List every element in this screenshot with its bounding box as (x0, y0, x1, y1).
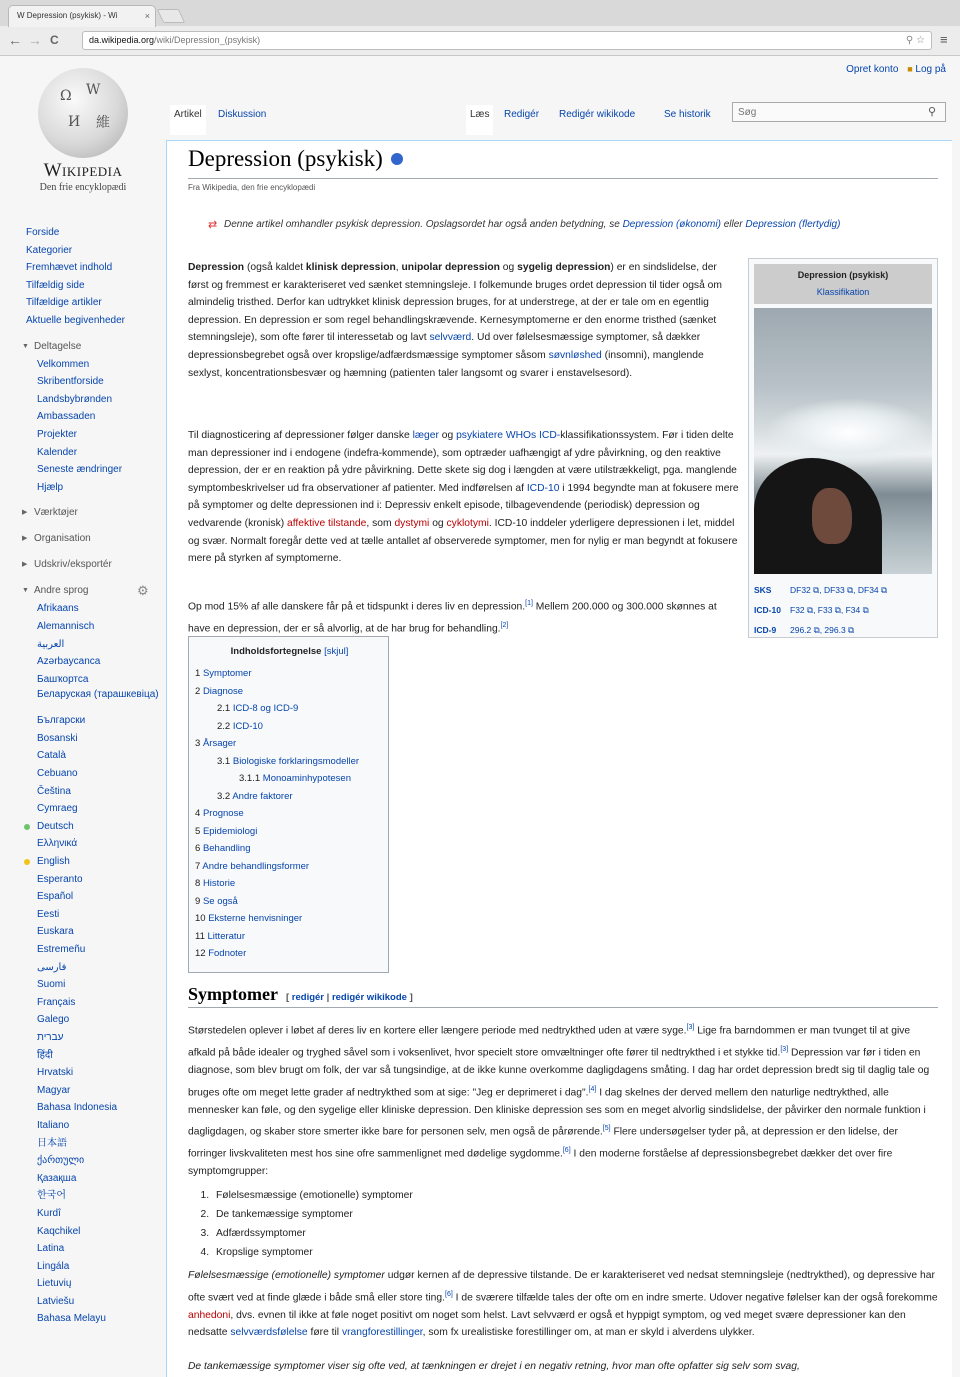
menu-icon[interactable]: ≡ (940, 32, 948, 47)
toc-item[interactable] (195, 928, 384, 946)
toc-list (195, 665, 384, 963)
infobox-image[interactable] (754, 308, 932, 574)
toc-label: Biologiske forklaringsmodeller (232, 755, 360, 767)
bookmark-star-icon[interactable]: ⚲ ☆ (905, 35, 925, 46)
toc-number: 3.1 (217, 755, 231, 767)
language-link[interactable]: Català (37, 750, 66, 762)
tab-title: W Depression (psykisk) - Wi (17, 11, 118, 20)
prevalence-paragraph: Op mod 15% af alle danskere får på et tidspunkt i deres liv en depression.[1] Mellem 200.000 og 300.000 skønnes at have en depression, der er så alvorlig, at de har brug for behandling.[2] (188, 600, 717, 635)
sidebar (0, 224, 166, 1328)
wiki-link[interactable]: selvværdsfølelse (230, 1327, 308, 1339)
url-path: /wiki/Depression_(psykisk) (154, 35, 261, 45)
red-link[interactable]: cyklotymi (446, 517, 489, 529)
toc-number: 11 (195, 930, 205, 942)
disambig-icon: ⇄ (208, 219, 218, 231)
wiki-link[interactable]: ICD-10 (526, 482, 560, 494)
language-link[interactable]: Cebuano (37, 768, 78, 780)
toc-number: 3.1.1 (239, 773, 261, 784)
language-link[interactable]: العربية (37, 638, 65, 650)
language-link[interactable]: Қазақша (37, 1172, 77, 1184)
toc-label: Årsager (202, 738, 237, 749)
url-host: da.wikipedia.org (89, 35, 155, 45)
sidebar-item[interactable]: Projekter (37, 428, 78, 440)
search-icon[interactable]: ⚲ (928, 106, 937, 118)
infobox-value[interactable]: F32 ⧉, F33 ⧉, F34 ⧉ (790, 605, 869, 615)
toc-item[interactable] (195, 945, 384, 963)
language-link[interactable]: Башҡортса (37, 673, 89, 685)
toc-item[interactable] (195, 718, 384, 736)
language-link[interactable]: Lingála (37, 1260, 70, 1272)
tagline: Den frie encyklopædi (39, 182, 127, 193)
sidebar-item[interactable]: Skribentforside (37, 376, 104, 388)
toc-label: Diagnose (202, 685, 244, 697)
toc-number: 5 (195, 825, 201, 837)
diagnosis-paragraph: Til diagnosticering af depressioner følger danske læger og psykiatere WHOs ICD-klassifikationssystem. Før i tiden delte man depressioner ind i endogene (indefra-kommende), som optræder uafhængigt af ydre påvirkning, og den reaktive depression, der er en reaktion på ydre påvirkning. Dette skete sig dog i længden at være utilstrækkeligt, pga. manglende symptombeskrivelser ud fra observationer af patienter. Med indførelsen af ICD-10 i 1994 begyndte man at fokusere mere på symptomer og delte depressionen ind i: Depressiv enkelt episode, tilbagevendende (periodisk) depression og vedvarende (kronisk) affektive tilstande, som dystymi og cyklotymi. ICD-10 inddeler yderligere depressionen i let, middel og svær. Normalt foregår dette ved at tælle antallet af observerede symptomer, men for nylig er man begyndt at fokusere mere på styrken af symptomerne. (188, 430, 739, 565)
infobox-row (754, 620, 932, 640)
language-link[interactable]: Bosanski (37, 732, 78, 744)
reference-link[interactable]: [3] (686, 1024, 695, 1031)
reference-link[interactable]: [1] (525, 600, 533, 607)
wiki-link[interactable]: læger (412, 430, 439, 441)
toc-label: Se også (202, 895, 238, 907)
login-link[interactable]: Log på (915, 64, 946, 75)
section-edit-links: [ redigér | redigér wikikode ] (285, 992, 413, 1003)
page-title: Depression (psykisk) (188, 146, 403, 172)
portal-tools[interactable]: ▶ Værktøjer (0, 504, 166, 522)
toc-number: 9 (195, 895, 201, 907)
toc-number: 2.2 (217, 720, 231, 732)
wikipedia-logo[interactable] (22, 68, 144, 193)
sidebar-item[interactable]: Fremhævet indhold (26, 262, 113, 274)
symptoms-paragraph: Størstedelen oplever i løbet af deres liv en kortere eller længere periode med nedtrykthed uden at være syge.[3] Lige fra barndommen er man tvunget til at give afkald på både idealer og tryghed såvel som i voksenlivet, hvor specielt store omvæltninger ofte fører til nedtrykthed i et stykke tid.[3] Depression var før i tiden en diagnose, som blev brugt om folk, der var så tungsindige, at de ikke kunne overkomme dagligdagens småting. I dag har ordet depression bredt sig til daglig tale og bruges ofte om meget lette grader af nedtrykthed som at sige: "Jeg er deprimeret i dag".[4] I dag skelnes der derved mellem den naturlige nedtrykthed, alle mennesker kan føle, og den sygelige eller kliniske depression. Den kliniske depression ses som en meget alvorlig sindslidelse, der påvirker den normale funktion i dagligdagen, og skaber store smerter ikke bare for personen selv, men også de pårørende.[5] Flere undersøgelser tyder på, at depression er den lidelse, der forringer livskvaliteten mest hos sine ofre sammenlignet med dødelige sygdomme.[6] I den moderne forståelse af depressionsbegrebet dækker det over fire symptomgrupper: (188, 1024, 930, 1178)
language-link[interactable]: Čeština (37, 785, 71, 797)
language-link[interactable]: Suomi (37, 979, 66, 991)
infobox (748, 258, 938, 638)
language-row (0, 853, 166, 871)
list-item: 2. De tankemæssige symptomer (212, 1205, 413, 1224)
forward-arrow-icon[interactable]: → (28, 32, 42, 48)
tab-strip (0, 0, 960, 26)
sidebar-item[interactable]: Kategorier (26, 244, 73, 256)
browser-chrome (0, 0, 960, 56)
language-link[interactable]: Eesti (37, 908, 60, 920)
toc-item[interactable] (195, 735, 384, 753)
language-link[interactable]: 日本語 (37, 1137, 67, 1149)
toc-number: 12 (195, 948, 206, 959)
sidebar-item[interactable]: Seneste ændringer (37, 464, 123, 476)
search-input[interactable] (732, 102, 946, 122)
symptom-list (212, 1186, 413, 1262)
toc-item[interactable] (195, 858, 384, 876)
sidebar-item[interactable]: Ambassaden (37, 411, 96, 423)
wiki-link[interactable]: selvværd (429, 332, 472, 344)
hatnote-link[interactable]: Depression (økonomi) (622, 219, 721, 230)
infobox-rows (754, 580, 932, 640)
tab-edit-wikicode[interactable]: Redigér wikikode (559, 109, 636, 120)
sidebar-item[interactable]: Velkommen (37, 358, 90, 370)
language-link[interactable]: Français (37, 996, 76, 1008)
person-icon: ■ (907, 64, 913, 74)
language-link[interactable]: Hrvatski (37, 1067, 74, 1079)
hatnote-link[interactable]: Depression (flertydig) (745, 219, 841, 230)
sidebar-item[interactable]: Tilfældige artikler (26, 297, 102, 309)
toc-number: 1 (195, 668, 201, 679)
infobox-key[interactable]: ICD-10 (754, 605, 781, 615)
language-link[interactable]: Esperanto (37, 873, 83, 885)
language-link[interactable]: Alemannisch (37, 620, 95, 632)
section-divider (188, 1007, 938, 1008)
language-link[interactable]: Euskara (37, 926, 74, 938)
reference-link[interactable]: [6] (562, 1147, 571, 1155)
language-link[interactable]: Afrikaans (37, 603, 79, 615)
list-item: 3. Adfærdssymptomer (212, 1224, 413, 1243)
toc-number: 8 (195, 878, 201, 889)
participate-nav (0, 356, 166, 497)
toc-item[interactable] (195, 753, 384, 771)
puzzle-globe-icon: Ω W И 維 (38, 68, 128, 158)
infobox-key[interactable]: ICD-9 (754, 625, 777, 635)
intro-paragraph: Depression (også kaldet klinisk depression, unipolar depression og sygelig depression) er en sindslidelse, der først og fremmest er karakteriseret ved sænket stemningsleje. I folkemunde bruges ordet depression til tider også om almindelig tristhed. Derfor kan udtrykket klinisk depression bruges, for at understrege, at der er tale om en egentlig depression. En depression er som regel behandlingskrævende. Kernesymptomerne er den enorme tristhed (sænket stemningsleje), som ofte fører til interessetab og lavt selvværd. Ud over følelsesmæssige symptomer, så dækker depressionsbegrebet også over kropslige/adfærdsmæssige symptomer såsom søvnløshed (insomni), manglende sexlyst, koncentrationsbesvær og hæmning (patienten taler langsomt og svarer i enstavelsesord). (188, 262, 722, 379)
toc-item[interactable] (195, 683, 384, 701)
toc-label: Symptomer (202, 668, 252, 679)
language-link[interactable]: ქართული (37, 1155, 85, 1167)
close-icon[interactable]: × (144, 11, 150, 21)
infobox-header: Depression (psykisk) Klassifikation (754, 264, 932, 304)
language-link[interactable]: Azərbaycanca (37, 656, 101, 668)
chevron-right-icon: ▶ (22, 561, 28, 569)
toc-label: ICD-8 og ICD-9 (232, 703, 299, 714)
toc-item[interactable] (195, 665, 384, 683)
reference-link[interactable]: [3] (780, 1046, 789, 1054)
wordmark: Wikipedia (43, 160, 123, 181)
personal-tools (846, 64, 946, 75)
info-badge-icon[interactable] (391, 153, 403, 165)
browser-tab[interactable] (8, 5, 156, 27)
list-item: 4. Kropslige symptomer (212, 1243, 413, 1262)
toc-item[interactable] (195, 823, 384, 841)
hatnote: Denne artikel omhandler psykisk depression. Opslagsordet har også anden betydning, se Depression (økonomi) eller Depression (flertydig) (224, 219, 841, 230)
language-link[interactable]: Bahasa Melayu (37, 1313, 106, 1325)
chevron-right-icon: ▶ (22, 509, 28, 517)
toc-item[interactable] (195, 840, 384, 858)
table-of-contents: Indholdsfortegnelse [skjul] 1 Symptomer 2 Diagnose 2.1 ICD-8 og ICD-9 2.2 ICD-10 3 Årsager 3.1 Biologiske forklaringsmodeller 3.1.1 Monoaminhypotesen 3.2 Andre faktorer 4 Prognose 5 Epidemiologi 6 Behandling 7 Andre behandlingsformer 8 Historie 9 Se også 10 Eksterne henvisninger 11 Litteratur 12 Fodnoter (188, 636, 389, 973)
toc-label: Behandling (202, 843, 251, 854)
toc-number: 4 (195, 808, 201, 819)
toc-label: ICD-10 (232, 720, 263, 732)
language-link[interactable]: Cymraeg (37, 803, 78, 815)
toc-label: Fodnoter (208, 948, 247, 959)
language-link[interactable]: Magyar (37, 1084, 71, 1096)
toc-item[interactable] (195, 805, 384, 823)
tab-discussion[interactable]: Diskussion (218, 109, 267, 120)
language-link[interactable]: Беларуская (тарашкевіца) (37, 689, 159, 701)
toc-item[interactable] (195, 788, 384, 806)
toc-item[interactable] (195, 893, 384, 911)
toc-label: Andre behandlingsformer (202, 860, 310, 872)
sidebar-item[interactable]: Landsbybrønden (37, 393, 113, 405)
language-row (0, 818, 166, 836)
red-link[interactable]: dystymi (394, 517, 430, 529)
tab-edit[interactable]: Redigér (504, 109, 540, 120)
language-link[interactable]: Lietuvių (37, 1278, 72, 1290)
infobox-value[interactable]: DF32 ⧉, DF33 ⧉, DF34 ⧉ (790, 585, 888, 595)
language-link[interactable]: Latviešu (37, 1295, 75, 1307)
section-heading: Symptomer [ redigér | redigér wikikode ] (188, 984, 413, 1004)
infobox-key[interactable]: SKS (754, 585, 772, 595)
toc-hide-link[interactable]: [skjul] (324, 646, 349, 657)
infobox-value[interactable]: 296.2 ⧉, 296.3 ⧉ (790, 625, 855, 635)
toc-number: 2.1 (217, 703, 231, 714)
language-nav (0, 600, 166, 1328)
featured-dot-icon (24, 859, 30, 865)
language-link[interactable]: 한국어 (37, 1190, 66, 1202)
main-nav (0, 224, 166, 330)
toc-number: 6 (195, 843, 201, 854)
red-link[interactable]: anhedoni (188, 1309, 231, 1321)
toc-number: 3.2 (217, 790, 231, 802)
toc-number: 7 (195, 860, 201, 872)
featured-dot-icon (24, 824, 30, 830)
language-link[interactable]: Italiano (37, 1119, 70, 1131)
toc-label: Monoaminhypotesen (262, 773, 351, 784)
cognitive-paragraph: De tankemæssige symptomer viser sig ofte ved, at tænkningen er drejet i en negativ retning, hvor man ofte opfatter sig selv som svag, (188, 1361, 800, 1372)
toc-label: Andre faktorer (232, 790, 293, 802)
sidebar-item[interactable]: Aktuelle begivenheder (26, 314, 125, 326)
language-link[interactable]: Bahasa Indonesia (37, 1102, 118, 1114)
toc-label: Historie (202, 878, 236, 889)
title-divider (188, 178, 938, 179)
red-link[interactable]: affektive tilstande (287, 517, 367, 529)
sidebar-item[interactable]: Forside (26, 227, 60, 238)
portal-print[interactable]: ▶ Udskriv/eksportér (0, 556, 166, 574)
wiki-link[interactable]: søvnløshed (548, 349, 602, 361)
toc-item[interactable] (195, 875, 384, 893)
language-link[interactable]: Latina (37, 1243, 65, 1255)
language-link[interactable]: Български (37, 715, 86, 727)
chevron-down-icon: ▼ (22, 342, 29, 350)
toc-number: 3 (195, 738, 201, 749)
language-link[interactable]: हिंदी (37, 1049, 53, 1061)
toc-item[interactable] (195, 700, 384, 718)
sidebar-item[interactable]: Hjælp (37, 481, 64, 493)
create-account-link[interactable]: Opret konto (846, 64, 899, 75)
language-link[interactable]: Kaqchikel (37, 1225, 81, 1237)
infobox-row (754, 600, 932, 620)
portal-organisation[interactable]: ▶ Organisation (0, 530, 166, 548)
tab-history[interactable]: Se historik (664, 109, 711, 120)
toc-number: 10 (195, 913, 206, 924)
toc-item[interactable] (195, 770, 384, 788)
reference-link[interactable]: [5] (602, 1125, 611, 1133)
emotional-paragraph: Følelsesmæssige (emotionelle) symptomer udgør kernen af de depressive tilstande. De er karakteriseret ved nedsat stemningsleje (nedtrykthed), og depressive har ofte svært ved at finde glæde i både små eller store ting.[6] I de sværere tilfælde tales der ofte om en indre smerte. Udover negative følelser kan der også forekomme anhedoni, dvs. evnen til ikke at føle noget positivt om noget som helst. Lavt selvværd er også et hyppigt symptom, og ved meget svære depressioner kan den nedsatte selvværdsfølelse føre til vrangforestillinger, som fx urealistiske forestillinger om, at man er skyld i alverdens ulykker. (188, 1270, 938, 1339)
language-link[interactable]: فارسی (37, 961, 67, 973)
toc-label: Eksterne henvisninger (208, 913, 303, 924)
language-link[interactable]: עברית (37, 1031, 64, 1043)
toc-label: Epidemiologi (202, 825, 258, 837)
language-link[interactable]: Ελληνικά (37, 838, 78, 850)
tab-article[interactable]: Artikel (170, 105, 206, 135)
sidebar-item[interactable]: Kalender (37, 446, 78, 458)
gear-icon[interactable]: ⚙ (137, 583, 149, 599)
list-item: 1. Følelsesmæssige (emotionelle) symptomer (212, 1186, 413, 1205)
wiki-link[interactable]: vrangforestillinger (341, 1327, 423, 1339)
nav-bar (0, 27, 960, 55)
language-link[interactable]: Español (37, 891, 74, 903)
toc-item[interactable] (195, 910, 384, 928)
chevron-down-icon: ▼ (22, 587, 29, 595)
section-edit-link[interactable]: redigér (291, 992, 325, 1003)
language-link[interactable]: Estremeñu (37, 944, 86, 955)
toc-label: Litteratur (207, 930, 246, 942)
site-sub: Fra Wikipedia, den frie encyklopædi (188, 183, 316, 192)
chevron-right-icon: ▶ (22, 535, 28, 543)
language-link[interactable]: Deutsch (37, 820, 74, 832)
reference-link[interactable]: [6] (445, 1290, 453, 1298)
portal-languages[interactable]: ▼ Andre sprog ⚙ (22, 583, 149, 599)
language-link[interactable]: Galego (37, 1014, 70, 1026)
toc-label: Prognose (202, 808, 244, 819)
reference-link[interactable]: [4] (588, 1085, 597, 1093)
back-arrow-icon[interactable]: ← (8, 32, 22, 48)
infobox-subtitle[interactable]: Klassifikation (816, 287, 870, 297)
new-tab-button[interactable] (157, 9, 186, 23)
wiki-page (0, 56, 960, 1377)
portal-participate[interactable]: ▼ Deltagelse (0, 338, 166, 356)
language-link[interactable]: Kurdî (37, 1207, 61, 1219)
reload-icon[interactable]: C (50, 33, 59, 47)
reference-link[interactable]: [2] (500, 622, 509, 630)
tab-read[interactable]: Læs (466, 105, 493, 135)
address-bar[interactable] (82, 31, 932, 50)
sidebar-item[interactable]: Tilfældig side (26, 279, 85, 291)
section-edit-wikicode-link[interactable]: redigér wikikode (331, 992, 407, 1003)
wiki-link[interactable]: psykiatere WHOs ICD- (456, 430, 561, 441)
language-link[interactable]: English (37, 856, 70, 868)
infobox-row (754, 580, 932, 600)
toc-number: 2 (195, 685, 201, 697)
